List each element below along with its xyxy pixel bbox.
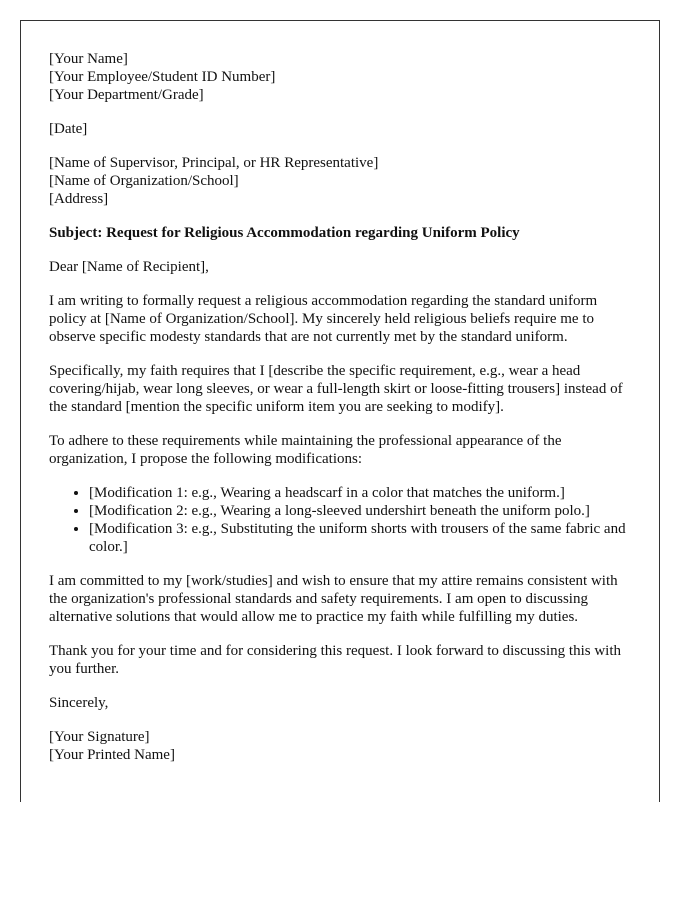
body-paragraph-proposal: To adhere to these requirements while maintaining the professional appearance of the organization, I propose the following modifications:: [49, 433, 562, 467]
recipient-organization: [Name of Organization/School]: [49, 173, 239, 189]
signature-line: [Your Signature]: [49, 729, 150, 745]
letter-date: [Date]: [49, 121, 88, 137]
recipient-block: [49, 154, 631, 208]
letter-page: [20, 20, 660, 802]
signoff: Sincerely,: [49, 695, 109, 711]
body-paragraph-commitment: I am committed to my [work/studies] and wish to ensure that my attire remains consistent with the organization's professional standards and safety requirements. I am open to discussing alternative solutions that would allow me to practice my faith while fulfilling my duties.: [49, 573, 618, 625]
sender-name: [Your Name]: [49, 51, 128, 67]
recipient-name: [Name of Supervisor, Principal, or HR Representative]: [49, 155, 379, 171]
signature-block: [49, 728, 631, 764]
recipient-address: [Address]: [49, 191, 109, 207]
modifications-list: [49, 484, 631, 556]
body-paragraph-requirements: Specifically, my faith requires that I [describe the specific requirement, e.g., wear a head covering/hijab, wear long sleeves, or wear a full-length skirt or loose-fitting trousers] instead of the standard [mention the specific uniform item you are seeking to modify].: [49, 363, 623, 415]
body-paragraph-intro: I am writing to formally request a religious accommodation regarding the standard uniform policy at [Name of Organization/School]. My sincerely held religious beliefs require me to observe specific modesty standards that are not currently met by the standard uniform.: [49, 293, 598, 345]
date-block: [49, 120, 631, 138]
modification-item: • [Modification 1: e.g., Wearing a headscarf in a color that matches the uniform.]: [89, 484, 631, 502]
modification-item: • [Modification 2: e.g., Wearing a long-sleeved undershirt beneath the uniform polo.]: [89, 502, 631, 520]
salutation: Dear [Name of Recipient],: [49, 259, 209, 275]
subject-line: Subject: Request for Religious Accommodation regarding Uniform Policy: [49, 225, 520, 241]
printed-name-line: [Your Printed Name]: [49, 747, 175, 763]
sender-department: [Your Department/Grade]: [49, 87, 204, 103]
sender-id: [Your Employee/Student ID Number]: [49, 69, 276, 85]
body-paragraph-thanks: Thank you for your time and for considering this request. I look forward to discussing this with you further.: [49, 643, 621, 677]
sender-block: [49, 50, 631, 104]
modification-item: • [Modification 3: e.g., Substituting the uniform shorts with trousers of the same fabric and color.]: [89, 520, 631, 556]
